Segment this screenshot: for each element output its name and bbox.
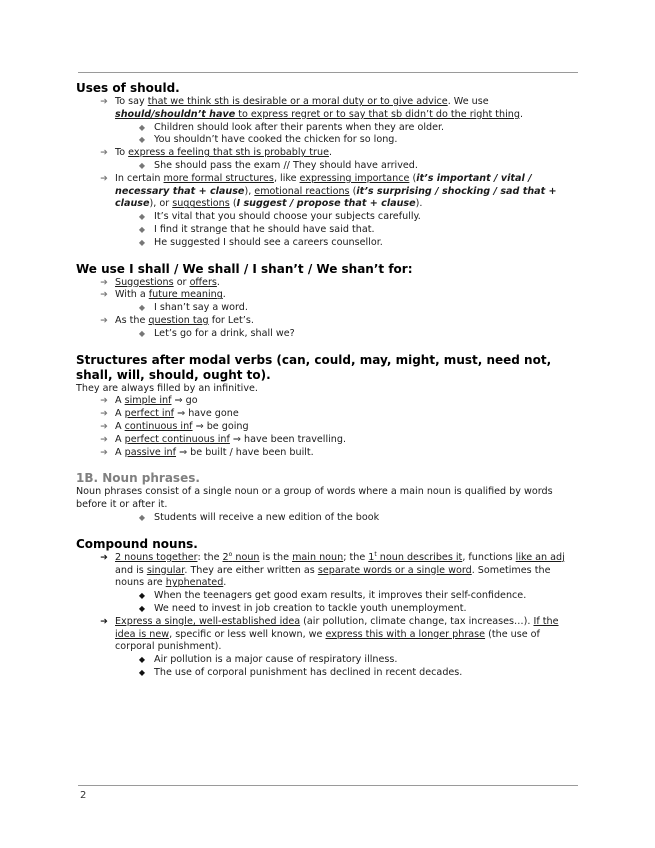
underlined-text: hyphenated (165, 577, 224, 589)
underlined-text: question tag (148, 314, 209, 326)
list-item (76, 96, 576, 122)
text: ; the (343, 551, 369, 563)
text: ⇒ have been travelling. (229, 433, 347, 445)
text: ( (409, 172, 417, 184)
emphasis-text: should/shouldn’t have (115, 108, 236, 120)
text: To say (115, 96, 148, 107)
underlined-text: Express a single, well-established idea (115, 615, 301, 627)
diamond-bullet-icon: ◆ (138, 512, 146, 522)
diamond-bullet-icon: ◆ (138, 603, 146, 613)
section-should (76, 81, 576, 250)
text: noun describes it (376, 551, 463, 563)
diamond-bullet-icon: ◆ (138, 303, 146, 313)
underlined-text: continuous inf (124, 420, 193, 432)
underlined-text: offers (189, 276, 217, 288)
intro-text: They are always filled by an infinitive. (76, 382, 258, 394)
example-text: I find it strange that he should have said that. (154, 223, 375, 235)
text: is the (259, 551, 293, 563)
underlined-text: passive inf (124, 446, 177, 458)
ordinal-suffix: t (374, 550, 377, 558)
example-item (76, 654, 576, 667)
text: ⇒ be going (192, 420, 249, 432)
underlined-text: more formal structures (163, 172, 274, 184)
underlined-text: that we think sth is desirable or a moral duty or to give advice (147, 96, 448, 107)
example-item (76, 224, 576, 237)
example-text: She should pass the exam // They should have arrived. (154, 159, 418, 171)
text: A (115, 395, 125, 407)
diamond-bullet-icon: ◆ (138, 224, 146, 234)
section-heading: 1B. Noun phrases. (76, 471, 200, 486)
text: A (115, 433, 125, 445)
example-item (76, 160, 576, 173)
example-item (76, 667, 576, 680)
ordinal-suffix: o (228, 550, 233, 558)
emphasis-text: it’s important / vital / necessary that + clause (115, 172, 532, 197)
diamond-bullet-icon: ◆ (138, 591, 146, 601)
intro-text: Noun phrases consist of a single noun or a group of words where a main noun is qualified by words before it or after it. (76, 486, 553, 511)
text: A (115, 446, 125, 458)
section-shall (76, 262, 576, 341)
text: : the (197, 551, 223, 563)
section-heading: Uses of should. (76, 81, 180, 95)
text: ), (244, 185, 255, 197)
underlined-text: main noun (292, 551, 344, 563)
diamond-bullet-icon: ◆ (138, 160, 146, 170)
arrow-bullet-icon: ➔ (100, 434, 108, 445)
underlined-text: Suggestions (115, 276, 174, 288)
text: . (223, 577, 227, 589)
text: . (216, 276, 220, 288)
underlined-text: simple inf (124, 395, 172, 407)
text: , like (273, 172, 300, 184)
text: ), or (149, 198, 173, 210)
text: ). (415, 198, 423, 210)
list-item (76, 552, 576, 590)
arrow-bullet-icon: ➔ (100, 447, 108, 458)
text: . (328, 147, 333, 159)
example-item (76, 328, 576, 341)
section-modal-structures (76, 353, 576, 460)
example-text: The use of corporal punishment has declined in recent decades. (154, 666, 463, 678)
text: , specific or less well known, we (169, 628, 326, 640)
diamond-bullet-icon: ◆ (138, 122, 146, 132)
example-item (76, 122, 576, 135)
list-item (76, 616, 576, 654)
section-compound-nouns (76, 537, 576, 680)
underlined-text: expressing importance (299, 172, 410, 184)
example-item (76, 302, 576, 315)
arrow-bullet-icon: ➔ (100, 148, 108, 159)
example-text: Children should look after their parents when they are older. (154, 121, 445, 133)
header-rule (78, 72, 578, 73)
diamond-bullet-icon: ◆ (138, 667, 146, 677)
section-heading: Structures after modal verbs (can, could, may, might, must, need not, shall, will, should, ought to). (76, 352, 552, 382)
ordinal-number: 1 (368, 551, 375, 563)
arrow-bullet-icon: ➔ (100, 409, 108, 420)
text: for Let’s. (208, 314, 254, 326)
text: With a (115, 289, 149, 301)
list-item (76, 173, 576, 211)
example-text: It’s vital that you should choose your subjects carefully. (154, 211, 421, 223)
list-item (76, 147, 576, 160)
text: ⇒ go (171, 395, 198, 407)
text: ( (229, 198, 237, 210)
list-item (76, 289, 576, 302)
example-text: He suggested I should see a careers counsellor. (154, 236, 383, 248)
example-item (76, 134, 576, 147)
diamond-bullet-icon: ◆ (138, 237, 146, 247)
diamond-bullet-icon: ◆ (138, 328, 146, 338)
diamond-bullet-icon: ◆ (138, 212, 146, 222)
arrow-bullet-icon: ➔ (100, 616, 108, 627)
underlined-text (368, 552, 462, 563)
example-item (76, 603, 576, 616)
text: . Sometimes the nouns are (115, 564, 551, 589)
text: (the use of corporal punishment). (115, 628, 540, 653)
arrow-bullet-icon: ➔ (100, 97, 108, 107)
arrow-bullet-icon: ➔ (100, 290, 108, 301)
text: To (115, 147, 129, 159)
text: ( (349, 185, 357, 197)
text: A (115, 408, 125, 420)
page-number: 2 (80, 790, 87, 801)
text: . (222, 289, 226, 301)
text: (air pollution, climate change, tax increases…). (300, 615, 534, 627)
list-item (76, 408, 576, 421)
text: or (173, 276, 190, 288)
list-item (76, 447, 576, 460)
example-text: When the teenagers get good exam results, it improves their self-confidence. (154, 590, 527, 602)
section-heading: Compound nouns. (76, 536, 198, 551)
arrow-bullet-icon: ➔ (100, 315, 108, 326)
arrow-bullet-icon: ➔ (100, 421, 108, 432)
underlined-text: to express regret or to say that sb didn’t do the right thing (235, 108, 520, 120)
underlined-text (223, 552, 260, 563)
section-heading: We use I shall / We shall / I shan’t / We shan’t for: (76, 261, 413, 276)
underlined-text: singular (146, 564, 185, 576)
example-text: We need to invest in job creation to tackle youth unemployment. (154, 602, 467, 614)
arrow-bullet-icon: ➔ (100, 396, 108, 407)
underlined-text: future meaning (148, 289, 223, 301)
example-text: Air pollution is a major cause of respiratory illness. (154, 654, 398, 666)
footer-rule (78, 785, 578, 786)
diamond-bullet-icon: ◆ (138, 135, 146, 145)
document-body (76, 81, 576, 692)
text: ⇒ be built / have been built. (176, 446, 314, 458)
example-item (76, 512, 576, 525)
example-text: I shan’t say a word. (154, 302, 248, 314)
text: . (519, 108, 524, 120)
text: ⇒ have gone (174, 408, 239, 420)
emphasis-text: I suggest / propose that + clause (236, 198, 416, 210)
arrow-bullet-icon: ➔ (100, 277, 108, 288)
text: In certain (115, 172, 164, 184)
underlined-text: suggestions (172, 198, 230, 210)
example-text: Let’s go for a drink, shall we? (154, 327, 295, 339)
text: noun (232, 551, 260, 563)
list-item (76, 315, 576, 328)
diamond-bullet-icon: ◆ (138, 655, 146, 665)
text: . They are either written as (184, 564, 318, 576)
list-item (76, 434, 576, 447)
example-item (76, 590, 576, 603)
list-item (76, 395, 576, 408)
underlined-text: like an adj (515, 551, 565, 563)
example-text: You shouldn’t have cooked the chicken for so long. (154, 134, 398, 146)
arrow-bullet-icon: ➔ (100, 552, 108, 563)
section-noun-phrases (76, 471, 576, 524)
example-text: Students will receive a new edition of the book (154, 511, 380, 523)
list-item (76, 421, 576, 434)
underlined-text: separate words or a single word (317, 564, 472, 576)
emphasis-text: it’s surprising / shocking / sad that + clause (115, 185, 557, 210)
arrow-bullet-icon: ➔ (100, 173, 108, 184)
underlined-text: emotional reactions (254, 185, 350, 197)
underlined-text: express this with a longer phrase (325, 628, 486, 640)
underlined-text: perfect inf (124, 408, 175, 420)
example-item (76, 237, 576, 250)
text: As the (115, 314, 149, 326)
underlined-text: If the idea is new (115, 615, 559, 640)
underlined-text: perfect continuous inf (124, 433, 230, 445)
list-item (76, 277, 576, 290)
ordinal-number: 2 (222, 551, 229, 563)
text: , functions (462, 551, 516, 563)
underlined-text: 2 nouns together (115, 551, 198, 563)
underlined-text: express a feeling that sth is probably true (128, 147, 329, 159)
text: and is (115, 564, 147, 576)
example-item (76, 211, 576, 224)
text: A (115, 420, 125, 432)
text: . We use (447, 96, 489, 107)
